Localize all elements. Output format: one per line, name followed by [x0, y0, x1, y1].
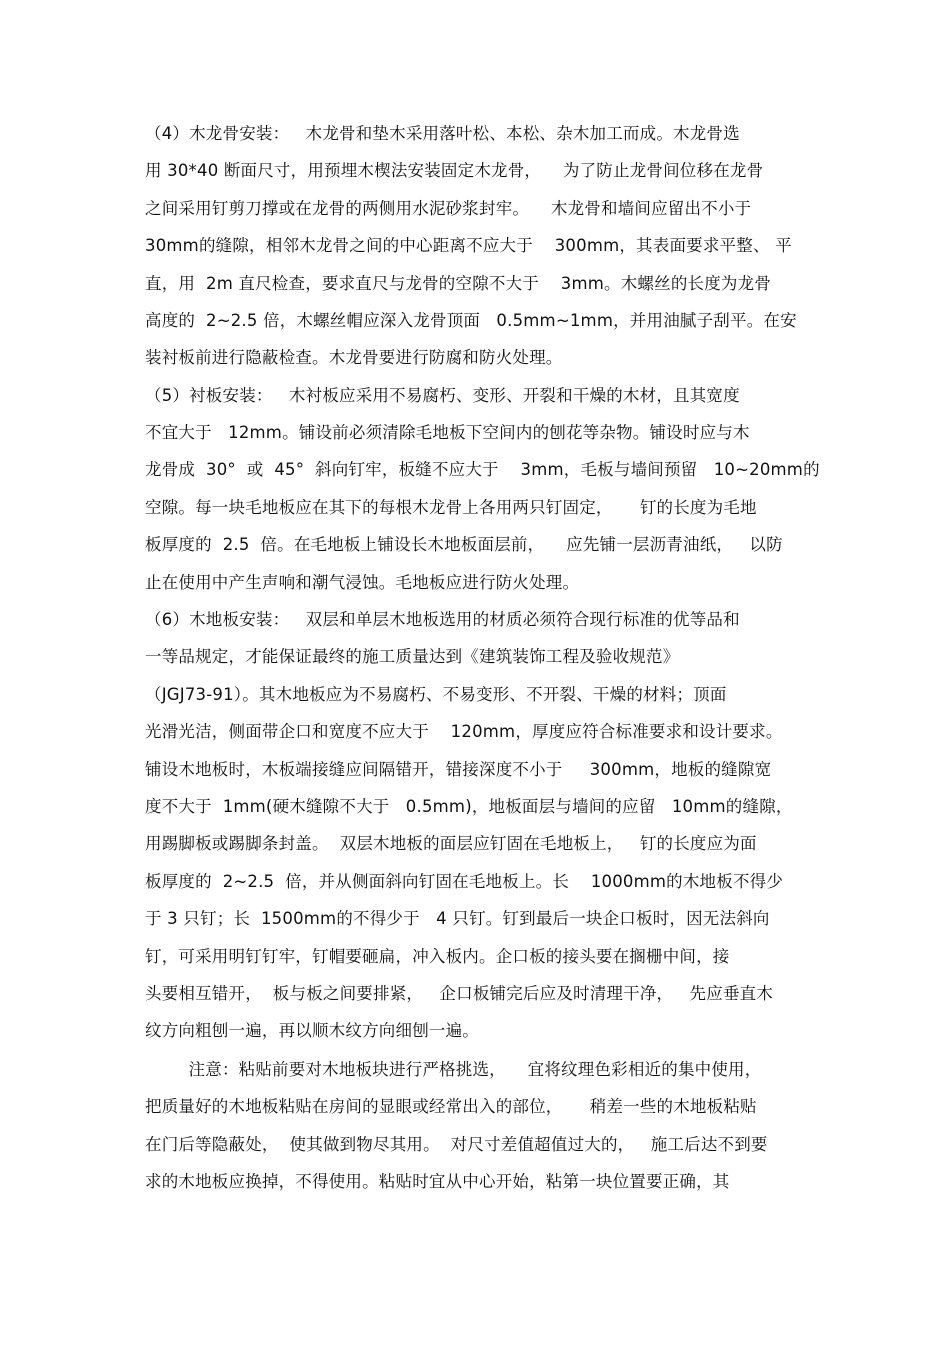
- text-line: 高度的 2~2.5 倍，木螺丝帽应深入龙骨顶面 0.5mm~1mm，并用油腻子刮平。在安: [145, 311, 797, 330]
- text-line: 装衬板前进行隐蔽检查。木龙骨要进行防腐和防火处理。: [145, 348, 563, 367]
- text-line: 把质量好的木地板粘贴在房间的显眼或经常出入的部位， 稍差一些的木地板粘贴: [145, 1097, 757, 1116]
- text-line: （JGJ73-91）。其木地板应为不易腐朽、不易变形、不开裂、干燥的材料；顶面: [145, 685, 727, 704]
- text-line: 求的木地板应换掉，不得使用。粘贴时宜从中心开始，粘第一块位置要正确，其: [145, 1172, 730, 1191]
- text-line: 板厚度的 2~2.5 倍，并从侧面斜向钉固在毛地板上。长 1000mm的木地板不得少: [145, 872, 784, 891]
- text-line: 止在使用中产生声响和潮气浸蚀。毛地板应进行防火处理。: [145, 573, 580, 592]
- text-line: 不宜大于 12mm。铺设前必须清除毛地板下空间内的刨花等杂物。铺设时应与木: [145, 423, 750, 442]
- text-line: 纹方向粗刨一遍，再以顺木纹方向细刨一遍。: [145, 1021, 479, 1040]
- text-line: 注意：粘贴前要对木地板块进行严格挑选， 宜将纹理色彩相近的集中使用，: [145, 1060, 762, 1079]
- text-line: 板厚度的 2.5 倍。在毛地板上铺设长木地板面层前， 应先铺一层沥青油纸， 以防: [145, 535, 783, 554]
- text-line: 用踢脚板或踢脚条封盖。 双层木地板的面层应钉固在毛地板上， 钉的长度应为面: [145, 834, 757, 853]
- text-line: 龙骨成 30° 或 45° 斜向钉牢，板缝不应大于 3mm，毛板与墙间预留 10~20mm的: [145, 460, 820, 479]
- text-line: （5）衬板安装： 木衬板应采用不易腐朽、变形、开裂和干燥的木材，且其宽度: [145, 386, 740, 405]
- text-line: （6）木地板安装： 双层和单层木地板选用的材质必须符合现行标准的优等品和: [145, 610, 740, 629]
- text-line: 钉，可采用明钉钉牢，钉帽要砸扁，冲入板内。企口板的接头要在搁栅中间，接: [145, 947, 730, 966]
- text-line: 头要相互错开， 板与板之间要排紧， 企口板铺完后应及时清理干净， 先应垂直木: [145, 984, 774, 1003]
- text-line: 直，用 2m 直尺检查，要求直尺与龙骨的空隙不大于 3mm。木螺丝的长度为龙骨: [145, 274, 772, 293]
- text-line: 光滑光洁，侧面带企口和宽度不应大于 120mm，厚度应符合标准要求和设计要求。: [145, 722, 783, 741]
- text-line: 度不大于 1mm(硬木缝隙不大于 0.5mm)，地板面层与墙间的应留 10mm的缝隙，: [145, 797, 793, 816]
- text-line: 铺设木地板时，木板端接缝应间隔错开，错接深度不小于 300mm，地板的缝隙宽: [145, 760, 772, 779]
- text-line: 于 3 只钉；长 1500mm的不得少于 4 只钉。钉到最后一块企口板时，因无法斜向: [145, 909, 770, 928]
- text-line: 一等品规定，才能保证最终的施工质量达到《建筑装饰工程及验收规范》: [145, 647, 680, 666]
- text-line: （4）木龙骨安装： 木龙骨和垫木采用落叶松、本松、杂木加工而成。木龙骨选: [145, 124, 740, 143]
- text-line: 30mm的缝隙，相邻木龙骨之间的中心距离不应大于 300mm，其表面要求平整、 平: [145, 236, 792, 255]
- text-line: 用 30*40 断面尺寸，用预埋木楔法安装固定木龙骨， 为了防止龙骨间位移在龙骨: [145, 161, 764, 180]
- text-line: 在门后等隐蔽处， 使其做到物尽其用。 对尺寸差值超值过大的， 施工后达不到要: [145, 1135, 768, 1154]
- text-line: 空隙。每一块毛地板应在其下的每根木龙骨上各用两只钉固定， 钉的长度为毛地: [145, 498, 757, 517]
- text-line: 之间采用钉剪刀撑或在龙骨的两侧用水泥砂浆封牢。 木龙骨和墙间应留出不小于: [145, 199, 752, 218]
